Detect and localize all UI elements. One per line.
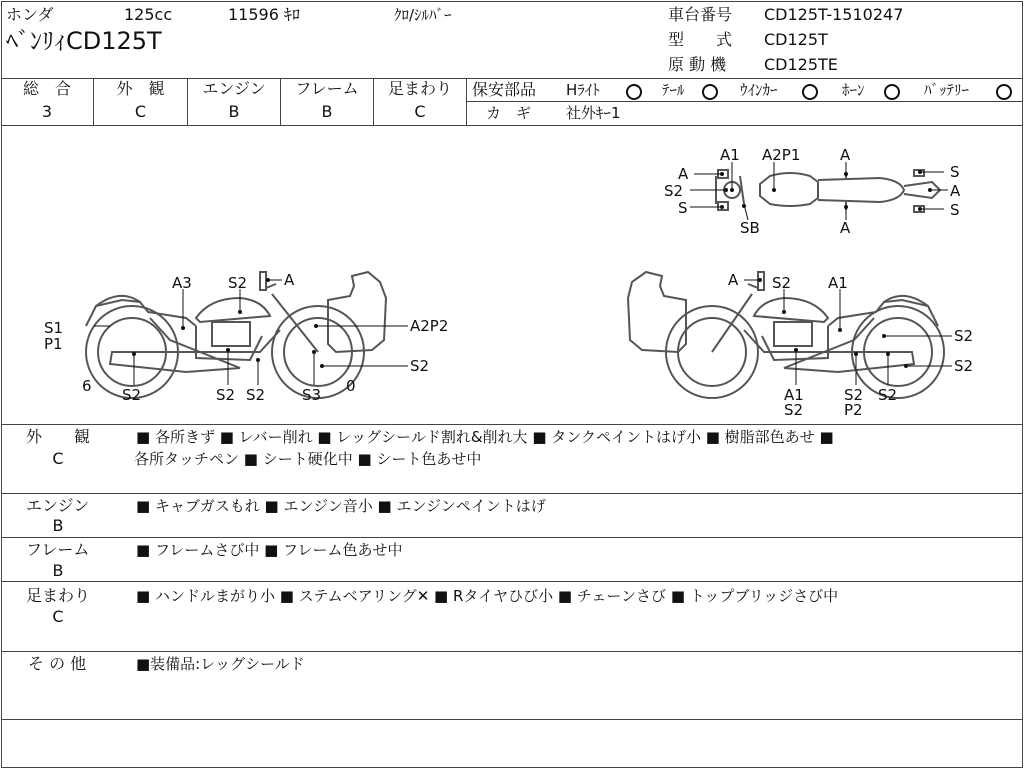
remark-suspension-line1: ■ ハンドルまがり小 ■ ステムベアリング✕ ■ Rタイヤひび小 ■ チェーンさび ■ トップブリッジさび中 <box>136 587 839 605</box>
label-left-p1: P1 <box>44 335 63 353</box>
key-value: 社外ｷｰ1 <box>566 104 621 122</box>
label-top-a-center: A <box>840 146 851 164</box>
exterior-label: 外 観 <box>116 79 165 98</box>
remark-engine-label: エンジン <box>26 496 90 515</box>
safety-item-battery: ﾊﾞｯﾃﾘｰ <box>924 81 970 99</box>
model-name: ﾍﾞﾝﾘｨCD125T <box>6 27 162 55</box>
label-right-a1-engine: A1 <box>784 386 804 404</box>
label-left-s2-engine: S2 <box>216 386 236 404</box>
remark-frame-line1: ■ フレームさび中 ■ フレーム色あせ中 <box>136 541 403 559</box>
label-left-s3: S3 <box>302 386 322 404</box>
remark-other-line1: ■装備品:レッグシールド <box>136 655 305 673</box>
label-top-a-right: A <box>950 182 961 200</box>
frame-no: CD125T-1510247 <box>764 5 904 24</box>
remark-exterior-line1: ■ 各所きず ■ レバー削れ ■ レッグシールド割れ&削れ大 ■ タンクペイントはげ小 ■ 樹脂部色あせ ■ <box>136 428 834 446</box>
label-top-a-mirror: A <box>678 165 689 183</box>
divider <box>1 424 1022 425</box>
engine-grade: B <box>228 102 240 121</box>
exterior-grade: C <box>134 102 147 121</box>
maker: ホンダ <box>6 5 54 24</box>
label-right-p2: P2 <box>844 401 863 419</box>
engine-grade-label: エンジン <box>202 79 266 98</box>
label-top-a2p1: A2P1 <box>762 146 801 164</box>
total-label: 総 合 <box>22 79 71 98</box>
key-label: カ ギ <box>486 104 532 122</box>
suspension-grade: C <box>414 102 426 121</box>
label-left-s2-front: S2 <box>410 357 430 375</box>
remark-frame-grade: B <box>52 561 64 580</box>
type-label: 型 式 <box>668 30 733 49</box>
engine-value: CD125TE <box>764 55 838 74</box>
mileage: 11596 ｷﾛ <box>228 5 300 24</box>
motorcycle-top-view <box>716 170 940 212</box>
engine-label: 原 動 機 <box>668 55 727 74</box>
safety-item-winker: ｳｲﾝｶｰ <box>740 81 778 99</box>
label-left-a3: A3 <box>172 274 192 292</box>
label-left-a-lever: A <box>284 271 295 289</box>
label-top-sb: SB <box>740 219 760 237</box>
label-right-a-lever: A <box>728 271 739 289</box>
divider <box>1 651 1022 652</box>
label-top-s-upper-right: S <box>950 163 960 181</box>
divider <box>1 581 1022 582</box>
label-left-s2-seat: S2 <box>228 274 248 292</box>
divider <box>466 101 1022 102</box>
remark-exterior-label: 外 観 <box>26 427 91 446</box>
ok-circle-icon <box>996 84 1012 100</box>
label-left-s1: S1 <box>44 319 64 337</box>
label-right-a1-seat: A1 <box>828 274 848 292</box>
remark-suspension-label: 足まわり <box>26 586 91 605</box>
remark-engine-line1: ■ キャブガスもれ ■ エンジン音小 ■ エンジンペイントはげ <box>136 497 546 515</box>
label-left-0: 0 <box>346 377 356 395</box>
label-left-s2-frame: S2 <box>246 386 266 404</box>
damage-diagram <box>0 126 1024 424</box>
label-left-a2p2: A2P2 <box>410 317 449 335</box>
remark-engine-grade: B <box>52 516 64 535</box>
remark-frame-label: フレーム <box>26 540 90 559</box>
label-top-s2: S2 <box>664 182 684 200</box>
color: ｸﾛ/ｼﾙﾊﾞｰ <box>394 6 452 24</box>
remark-suspension-grade: C <box>52 607 64 626</box>
damage-labels <box>44 146 973 419</box>
ok-circle-icon <box>626 84 642 100</box>
ok-circle-icon <box>702 84 718 100</box>
type-value: CD125T <box>764 30 828 49</box>
safety-label: 保安部品 <box>472 80 537 99</box>
remark-other-label: そ の 他 <box>28 654 87 673</box>
label-left-s2-rear: S2 <box>122 386 142 404</box>
suspension-grade-label: 足まわり <box>387 79 452 98</box>
label-right-s2-tank: S2 <box>772 274 792 292</box>
safety-item-tail: ﾃｰﾙ <box>662 81 685 99</box>
label-top-a-bottom: A <box>840 219 851 237</box>
safety-item-horn: ﾎｰﾝ <box>842 81 865 99</box>
label-top-a1: A1 <box>720 146 740 164</box>
label-top-s-lower-right: S <box>950 201 960 219</box>
remark-exterior-grade: C <box>52 449 64 468</box>
label-right-s2-engine: S2 <box>784 401 804 419</box>
divider <box>1 493 1022 494</box>
remark-exterior-line2: 各所タッチペン ■ シート硬化中 ■ シート色あせ中 <box>134 450 482 468</box>
label-left-6: 6 <box>82 377 92 395</box>
label-right-s2-fender: S2 <box>954 327 974 345</box>
ok-circle-icon <box>802 84 818 100</box>
displacement: 125cc <box>124 5 173 24</box>
frame-grade: B <box>321 102 333 121</box>
label-right-s2-frame: S2 <box>844 386 864 404</box>
safety-item-headlight: Hﾗｲﾄ <box>566 81 600 99</box>
total-grade: 3 <box>41 102 53 121</box>
label-top-s-lower: S <box>678 199 688 217</box>
frame-grade-label: フレーム <box>295 79 359 98</box>
frame-no-label: 車台番号 <box>668 5 733 24</box>
label-right-s2-muffler: S2 <box>954 357 974 375</box>
label-right-s2-rear: S2 <box>878 386 898 404</box>
divider <box>1 537 1022 538</box>
ok-circle-icon <box>884 84 900 100</box>
divider <box>1 719 1022 720</box>
